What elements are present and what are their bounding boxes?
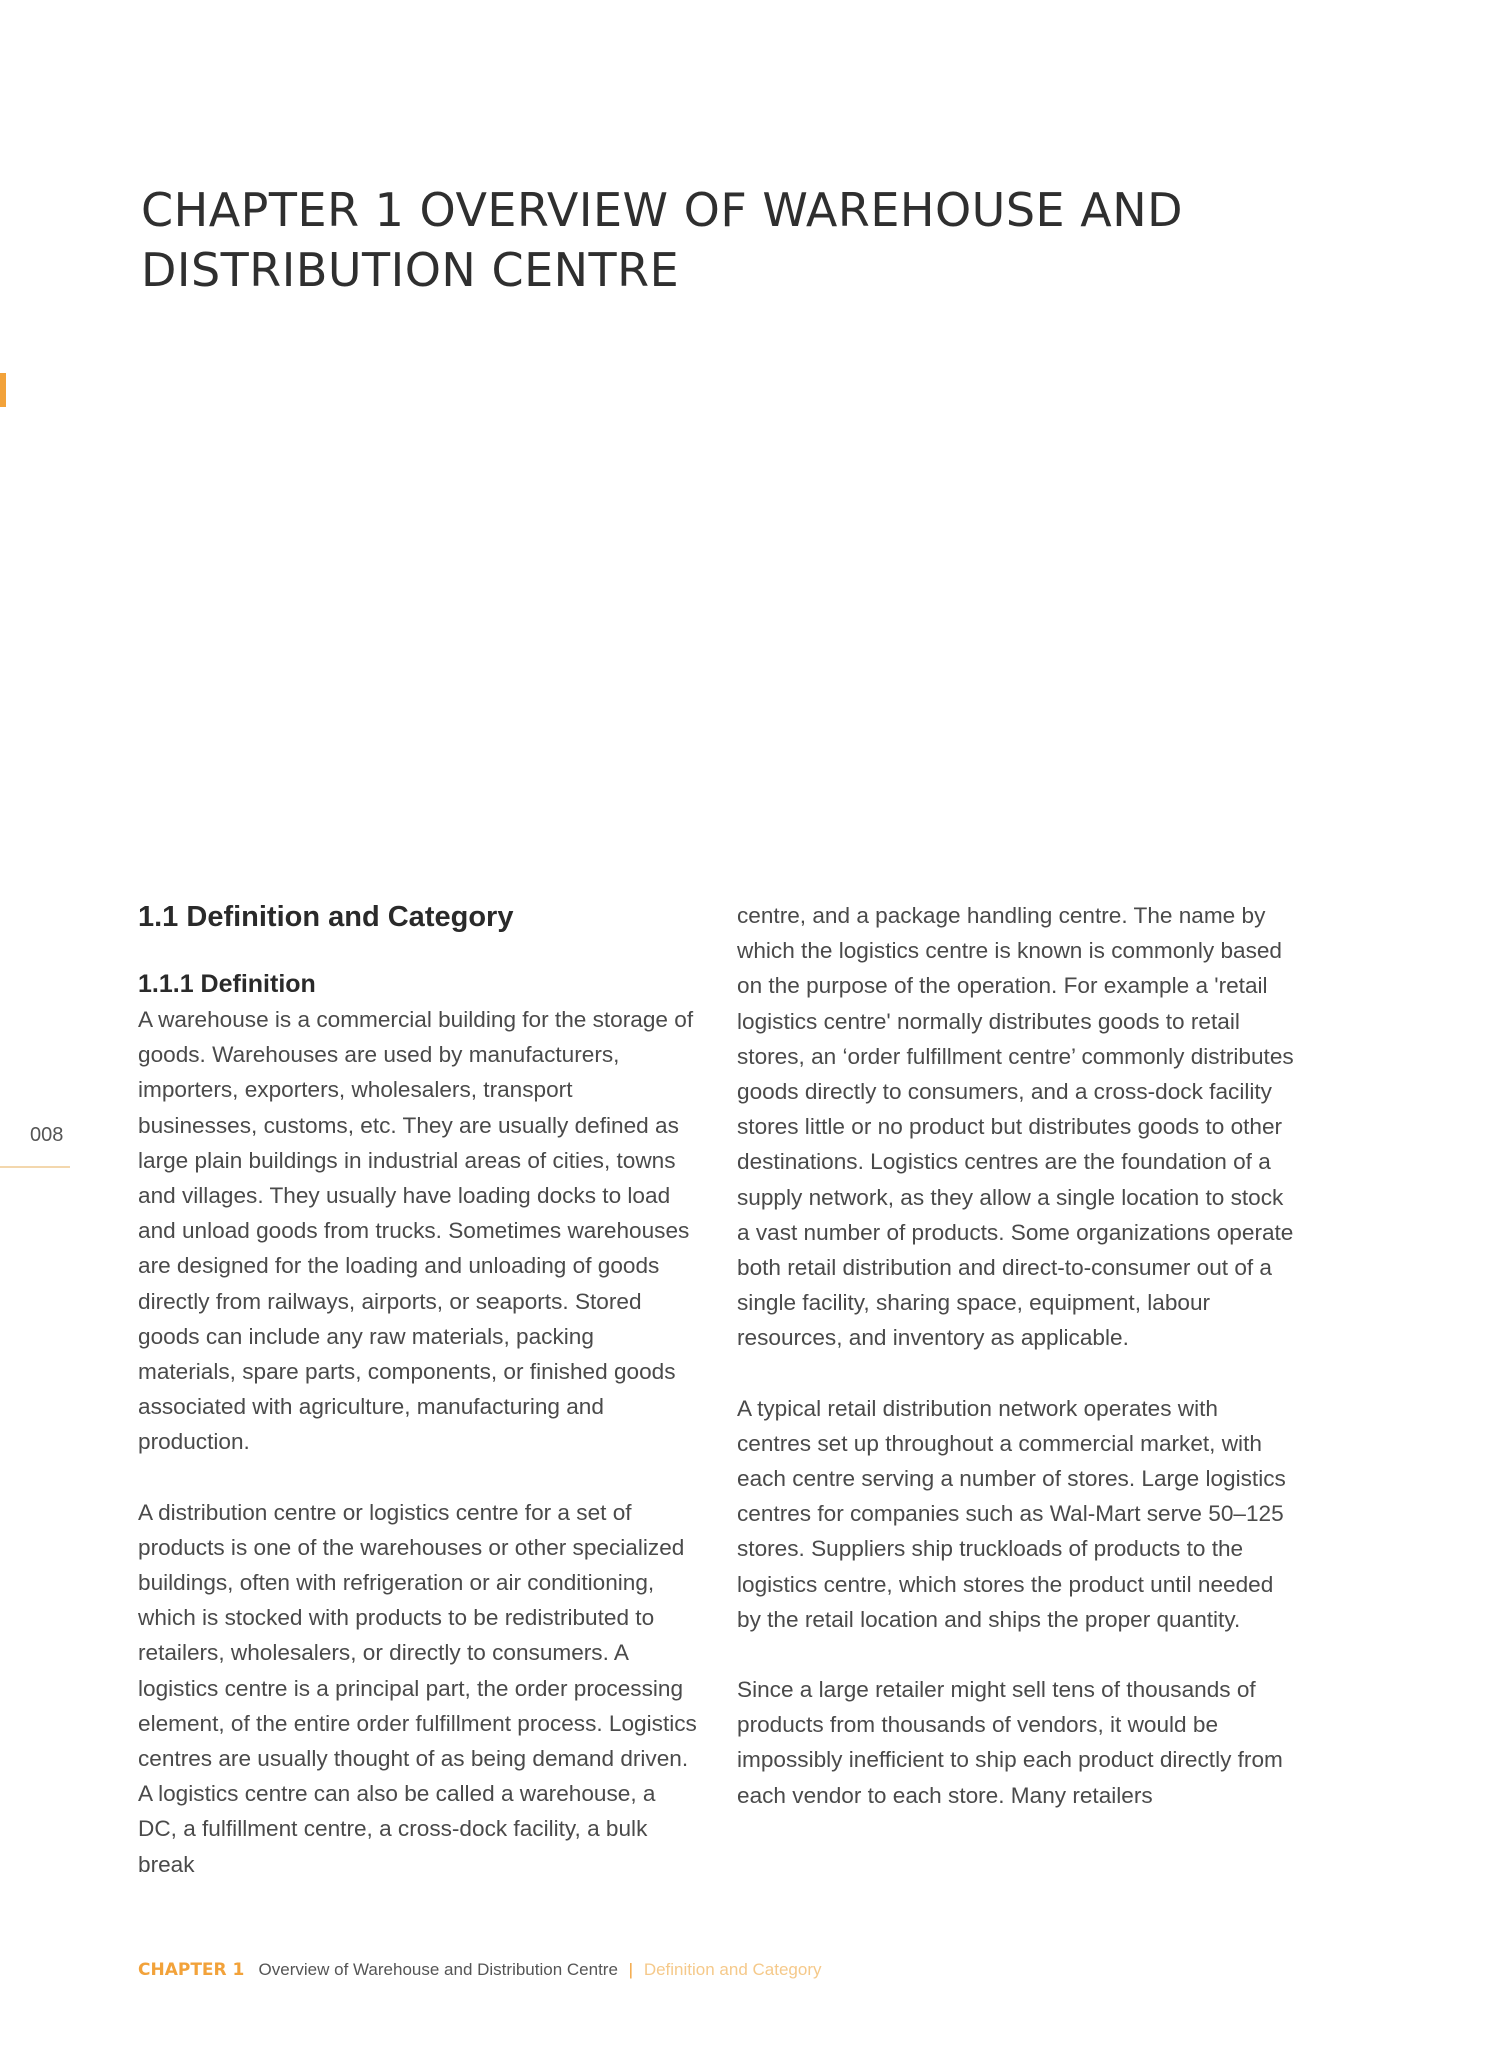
- page-number: 008: [30, 1124, 64, 1146]
- subsection-heading: 1.1.1 Definition: [138, 970, 316, 998]
- paragraph: Since a large retailer might sell tens of thousands of products from thousands of vendors, it would be impossibly inefficient to ship each product directly from each vendor to each store. Many retailers: [737, 1677, 1283, 1808]
- section-heading: 1.1 Definition and Category: [138, 901, 514, 933]
- chapter-marker-tab: [0, 373, 6, 407]
- chapter-title: [141, 180, 1241, 300]
- chapter-title-line2: DISTRIBUTION CENTRE: [141, 243, 680, 297]
- footer-section: Definition and Category: [643, 1960, 822, 1979]
- paragraph: A warehouse is a commercial building for the storage of goods. Warehouses are used by manufacturers, importers, exporters, wholesalers, transport businesses, customs, etc. They are usually defined as large plain buildings in industrial areas of cities, towns and villages. They usually have loading docks to load and unload goods from trucks. Sometimes warehouses are designed for the loading and unloading of goods directly from railways, airports, or seaports. Stored goods can include any raw materials, packing materials, spare parts, components, or finished goods associated with agriculture, manufacturing and production.: [138, 1007, 694, 1455]
- right-column: [737, 898, 1297, 1848]
- footer-title: Overview of Warehouse and Distribution Centre: [258, 1960, 618, 1979]
- left-column: [138, 898, 698, 1917]
- footer-separator: |: [628, 1960, 634, 1979]
- footer-chapter: CHAPTER 1: [138, 1960, 245, 1980]
- page-footer: [138, 1960, 821, 1980]
- chapter-title-line1: CHAPTER 1 OVERVIEW OF WAREHOUSE AND: [141, 183, 1184, 237]
- paragraph: A typical retail distribution network operates with centres set up throughout a commercial market, with each centre serving a number of stores. Large logistics centres for companies such as Wal-Mart serve 50–125 stores. Suppliers ship truckloads of products to the logistics centre, which stores the product until needed by the retail location and ships the proper quantity.: [737, 1395, 1286, 1632]
- paragraph: centre, and a package handling centre. The name by which the logistics centre is known is commonly based on the purpose of the operation. For example a 'retail logistics centre' normally distributes goods to retail stores, an ‘order fulfillment centre’ commonly distributes goods directly to consumers, and a cross-dock facility stores little or no product but distributes goods to other destinations. Logistics centres are the foundation of a supply network, as they allow a single location to stock a vast number of products. Some organizations operate both retail distribution and direct-to-consumer out of a single facility, sharing space, equipment, labour resources, and inventory as applicable.: [737, 903, 1294, 1351]
- page-number-rule: [0, 1166, 70, 1168]
- paragraph: A distribution centre or logistics centre for a set of products is one of the warehouses or other specialized buildings, often with refrigeration or air conditioning, which is stocked with products to be redistributed to retailers, wholesalers, or directly to consumers. A logistics centre is a principal part, the order processing element, of the entire order fulfillment process. Logistics centres are usually thought of as being demand driven. A logistics centre can also be called a warehouse, a DC, a fulfillment centre, a cross-dock facility, a bulk break: [138, 1499, 697, 1877]
